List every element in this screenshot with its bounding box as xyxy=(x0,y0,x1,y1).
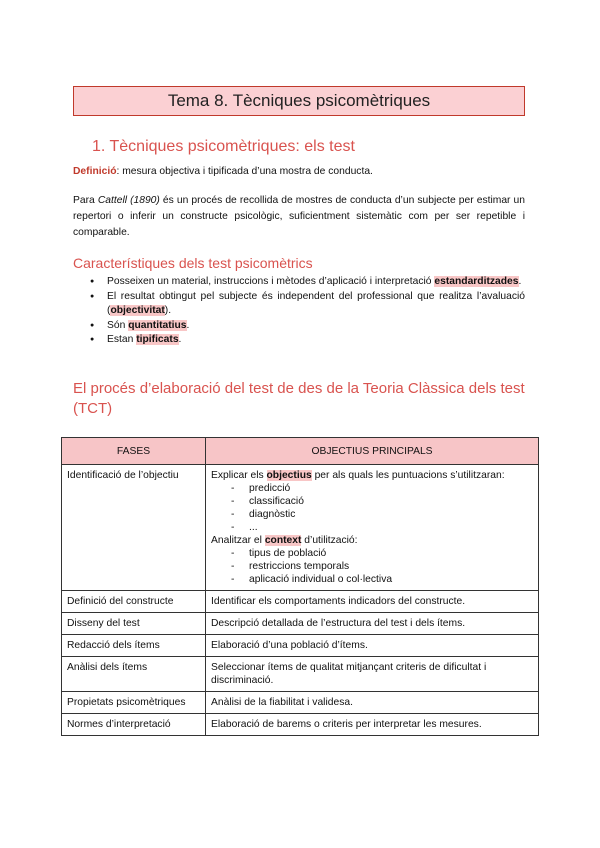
objective-intro xyxy=(211,469,533,482)
text: Explicar els xyxy=(211,470,267,481)
definition xyxy=(73,166,373,177)
definition-text: : mesura objectiva i tipificada d’una mostra de conducta. xyxy=(116,166,373,177)
list-item: - restriccions temporals xyxy=(231,560,533,573)
paragraph-post: és un procés de recollida de mostres de conducta d’un subjecte per estimar un repertori o inferir un constructe psicològic, suficientment sistemàtic com per ser repetible i comparable. xyxy=(73,195,525,238)
phases-table xyxy=(61,437,539,736)
definition-label: Definició xyxy=(73,166,117,177)
list-item xyxy=(73,319,525,334)
highlight: estandarditzades xyxy=(434,276,519,287)
paragraph-author: Cattell (1890) xyxy=(97,195,160,206)
highlight: tipificats xyxy=(136,334,179,345)
section-heading: 1. Tècniques psicomètriques: els test xyxy=(92,138,355,155)
phase-cell: Definició del constructe xyxy=(62,591,206,613)
table-row xyxy=(62,714,539,736)
context-intro xyxy=(211,534,533,547)
list-item xyxy=(73,275,525,290)
item-text: ). xyxy=(164,305,172,316)
phase-cell: Anàlisi dels ítems xyxy=(62,657,206,692)
objective-cell: Elaboració d’una població d’ítems. xyxy=(206,635,539,657)
text: per als quals les puntuacions s’utilitzaran: xyxy=(311,470,505,481)
phase-cell: Identificació de l’objectiu xyxy=(62,465,206,591)
text: d’utilització: xyxy=(301,535,358,546)
list-item xyxy=(73,290,525,319)
item-text: Estan xyxy=(107,334,137,345)
item-text: . xyxy=(186,319,190,331)
objective-cell: Anàlisi de la fiabilitat i validesa. xyxy=(206,692,539,714)
objective-cell: Descripció detallada de l’estructura del test i dels ítems. xyxy=(206,613,539,635)
characteristics-heading: Característiques dels test psicomètrics xyxy=(73,255,313,271)
list-item: - aplicació individual o col·lectiva xyxy=(231,573,533,586)
intro-paragraph xyxy=(73,193,525,241)
page-title: Tema 8. Tècniques psicomètriques xyxy=(73,86,525,116)
header-phases: FASES xyxy=(62,438,206,465)
list-item: - ... xyxy=(231,521,533,534)
item-text: . xyxy=(518,276,522,287)
phase-cell: Propietats psicomètriques xyxy=(62,692,206,714)
characteristics-list xyxy=(73,275,525,348)
list-item: - diagnòstic xyxy=(231,508,533,521)
list-item: - classificació xyxy=(231,495,533,508)
phase-cell: Redacció dels ítems xyxy=(62,635,206,657)
table-row xyxy=(62,613,539,635)
objective-cell: Identificar els comportaments indicadors del constructe. xyxy=(206,591,539,613)
table-header-row xyxy=(62,438,539,465)
header-objectives: OBJECTIUS PRINCIPALS xyxy=(206,438,539,465)
paragraph-pre: Para xyxy=(73,195,98,206)
table-row xyxy=(62,591,539,613)
item-text: . xyxy=(178,334,182,345)
highlight: objectivitat xyxy=(110,305,165,316)
item-text: Són xyxy=(107,319,129,331)
item-text: Posseixen un material, instruccions i mètodes d’aplicació i interpretació xyxy=(107,276,435,287)
process-heading: El procés d’elaboració del test de des de la Teoria Clàssica dels test (TCT) xyxy=(73,380,525,417)
objective-cell xyxy=(206,465,539,591)
table-row xyxy=(62,465,539,591)
highlight: context xyxy=(264,535,302,546)
item-text: El resultat obtingut pel subjecte és independent del professional que realitza l’avaluació ( xyxy=(107,290,525,316)
table-row xyxy=(62,692,539,714)
objective-cell: Elaboració de barems o criteris per interpretar les mesures. xyxy=(206,714,539,736)
list-item: - tipus de població xyxy=(231,547,533,560)
list-item: - predicció xyxy=(231,482,533,495)
table-row xyxy=(62,657,539,692)
objective-cell: Seleccionar ítems de qualitat mitjançant criteris de dificultat i discriminació. xyxy=(206,657,539,692)
highlight: quantitatius xyxy=(128,319,187,331)
text: Analitzar el xyxy=(211,535,265,546)
context-list xyxy=(211,547,533,586)
phase-cell: Disseny del test xyxy=(62,613,206,635)
phase-cell: Normes d’interpretació xyxy=(62,714,206,736)
highlight: objectius xyxy=(266,470,312,481)
objectives-list xyxy=(211,482,533,534)
list-item xyxy=(73,333,525,348)
table-row xyxy=(62,635,539,657)
